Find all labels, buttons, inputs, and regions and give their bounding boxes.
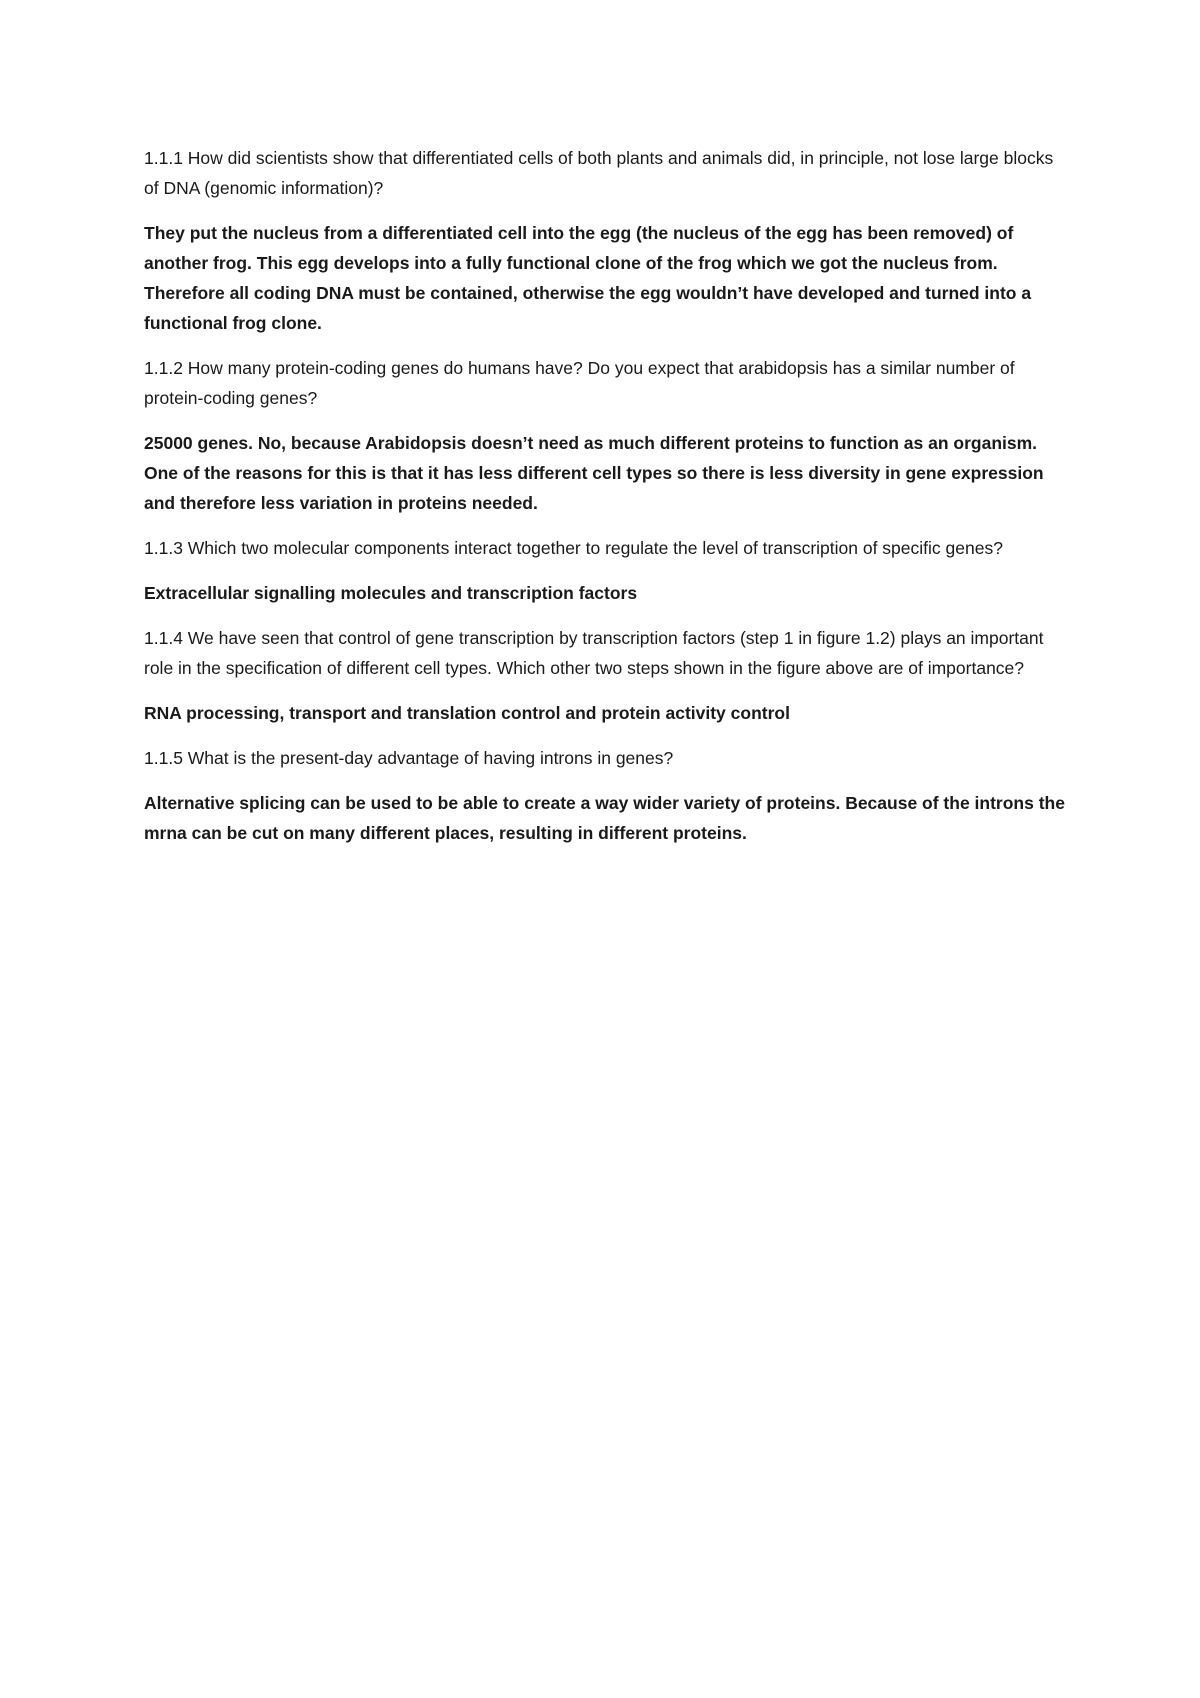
question-1-1-4: 1.1.4 We have seen that control of gene transcription by transcription factors (step 1 in figure 1.2) plays an important role in the specification of different cell types. Which other two steps shown in the figure above are of importance? (144, 628, 1044, 678)
answer-1-1-1: They put the nucleus from a differentiated cell into the egg (the nucleus of the egg has been removed) of another frog. This egg develops into a fully functional clone of the frog which we got the nucleus from. Therefore all coding DNA must be contained, otherwise the egg wouldn’t have developed and turned into a functional frog clone. (144, 223, 1032, 333)
question-1-1-1: 1.1.1 How did scientists show that differentiated cells of both plants and animals did, in principle, not lose large blocks of DNA (genomic information)? (144, 148, 1054, 198)
answer-1-1-4: RNA processing, transport and translation control and protein activity control (144, 703, 790, 723)
document-body (144, 143, 1066, 863)
question-1-1-2: 1.1.2 How many protein-coding genes do humans have? Do you expect that arabidopsis has a similar number of protein-coding genes? (144, 358, 1015, 408)
answer-1-1-5: Alternative splicing can be used to be able to create a way wider variety of proteins. Because of the introns the mrna can be cut on many different places, resulting in different proteins. (144, 793, 1065, 843)
question-1-1-5: 1.1.5 What is the present-day advantage of having introns in genes? (144, 748, 674, 768)
question-1-1-3: 1.1.3 Which two molecular components interact together to regulate the level of transcription of specific genes? (144, 538, 1003, 558)
answer-1-1-2: 25000 genes. No, because Arabidopsis doesn’t need as much different proteins to function as an organism. One of the reasons for this is that it has less different cell types so there is less diversity in gene expression and therefore less variation in proteins needed. (144, 433, 1044, 513)
answer-1-1-3: Extracellular signalling molecules and transcription factors (144, 583, 638, 603)
